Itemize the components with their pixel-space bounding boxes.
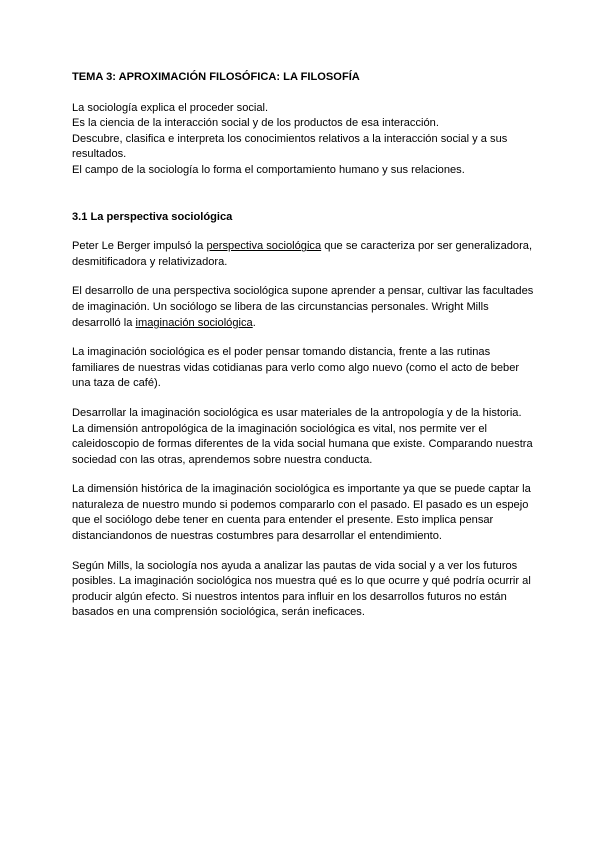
paragraph-text: El desarrollo de una perspectiva sociológica supone aprender a pensar, cultivar las facultades de imaginación. Un sociólogo se libera de las circunstancias personales. Wright Mills desarrolló la xyxy=(72,285,534,329)
intro-line: Es la ciencia de la interacción social y de los productos de esa interacción. xyxy=(72,117,439,130)
intro-line: La sociología explica el proceder social. xyxy=(72,101,269,114)
paragraph-2 xyxy=(72,284,534,331)
imaginacion-sociologica-link[interactable]: imaginación sociológica xyxy=(135,316,253,329)
section-title: 3.1 La perspectiva sociológica xyxy=(72,210,233,223)
document-page xyxy=(72,70,534,635)
intro-line: El campo de la sociología lo forma el comportamiento humano y sus relaciones. xyxy=(72,163,465,176)
intro-block xyxy=(72,101,534,179)
intro-line: Descubre, clasifica e interpreta los conocimientos relativos a la interacción social y a sus resultados. xyxy=(72,132,508,161)
document-title: TEMA 3: APROXIMACIÓN FILOSÓFICA: LA FILOSOFÍA xyxy=(72,71,360,83)
paragraph-text: Peter Le Berger impulsó la xyxy=(72,240,207,253)
paragraph-5: La dimensión histórica de la imaginación sociológica es importante ya que se puede captar la naturaleza de nuestro mundo si podemos compararlo con el pasado. El pasado es un espejo que el sociólogo debe tener en cuenta para entender el presente. Esto implica pensar distanciandonos de nuestras costumbres para desarrollar el entendimiento. xyxy=(72,483,531,543)
paragraph-6: Según Mills, la sociología nos ayuda a analizar las pautas de vida social y a ver los futuros posibles. La imaginación sociológica nos muestra qué es lo que ocurre y qué podría ocurrir al producir algún efecto. Si nuestros intentos para influir en los desarrollos futuros no están basados en una comprensión sociológica, serán ineficaces. xyxy=(72,559,531,619)
paragraph-text: . xyxy=(252,316,256,329)
paragraph-4: Desarrollar la imaginación sociológica es usar materiales de la antropología y de la historia. La dimensión antropológica de la imaginación sociológica es vital, nos permite ver el caleidoscopio de formas diferentes de la vida social humana que existe. Comparando nuestra sociedad con las otras, aprendemos sobre nuestra conducta. xyxy=(72,406,533,466)
paragraph-text: que se caracteriza por ser generalizadora, desmitificadora y relativizadora. xyxy=(72,240,533,268)
perspectiva-sociologica-link[interactable]: perspectiva sociológica xyxy=(206,240,322,253)
paragraph-3: La imaginación sociológica es el poder pensar tomando distancia, frente a las rutinas familiares de nuestras vidas cotidianas para verlo como algo nuevo (como el acto de beber una taza de café). xyxy=(72,346,520,390)
paragraph-1 xyxy=(72,239,534,270)
